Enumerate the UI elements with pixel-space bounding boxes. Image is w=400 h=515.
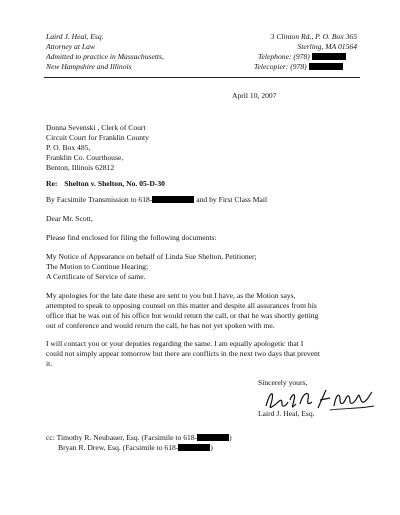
redaction-bar bbox=[152, 196, 194, 203]
cc-1-prefix: Timothy R. Neubauer, Esq. (Facsimile to 618- bbox=[56, 433, 198, 442]
redaction-bar bbox=[178, 444, 210, 451]
cc-label: cc: bbox=[46, 433, 55, 442]
letterhead-divider bbox=[44, 77, 360, 78]
salutation: Dear Mr. Scott, bbox=[46, 214, 93, 223]
recipient-line-1: Donna Sevenski , Clerk of Court bbox=[46, 123, 146, 132]
letterhead-name: Laird J. Heal, Esq. bbox=[46, 32, 104, 41]
recipient-line-2: Circuit Court for Franklin County bbox=[46, 133, 149, 142]
letter-date: April 10, 2007 bbox=[232, 91, 277, 100]
telephone-label: Telephone: (978) bbox=[258, 52, 310, 61]
paragraph-1-line-3: office that he was out of his office but would return the call, or that he was shortly getting bbox=[46, 311, 319, 320]
document-item-2: The Motion to Continue Hearing; bbox=[46, 262, 149, 271]
redaction-bar bbox=[197, 434, 229, 441]
telecopier-line bbox=[254, 63, 343, 72]
cc-2-suffix: ) bbox=[210, 443, 213, 452]
recipient-line-4: Franklin Co. Courthouse, bbox=[46, 153, 124, 162]
telecopier-label: Telecopier: (978) bbox=[254, 62, 307, 71]
re-line bbox=[46, 180, 165, 189]
recipient-line-5: Benton, Illinois 62812 bbox=[46, 163, 115, 172]
telephone-line bbox=[258, 53, 346, 62]
cc-2-prefix: Bryan R. Drew, Esq. (Facsimile to 618- bbox=[58, 443, 179, 452]
letterhead-address-2: Sterling, MA 01564 bbox=[297, 42, 357, 51]
cc-line-2 bbox=[58, 444, 213, 453]
closing: Sincerely yours, bbox=[258, 378, 308, 387]
paragraph-1-line-2: attempted to speak to opposing counsel on this matter and despite all assurances from his bbox=[46, 301, 317, 310]
paragraph-2-line-2: could not simply appear tomorrow but there are conflicts in the next two days that prevent bbox=[46, 349, 320, 358]
re-label: Re: bbox=[46, 179, 58, 188]
paragraph-2-line-1: I will contact you or your deputies regarding the same. I am equally apologetic that I bbox=[46, 339, 304, 348]
paragraph-1-line-1: My apologies for the late date these are sent to you but I have, as the Motion says, bbox=[46, 291, 296, 300]
transmission-prefix: By Facsimile Transmission to 618- bbox=[46, 195, 153, 204]
recipient-line-3: P. O. Box 485, bbox=[46, 143, 91, 152]
transmission-line bbox=[46, 196, 267, 205]
cc-line-1 bbox=[46, 434, 232, 443]
signer-name: Laird J. Heal, Esq. bbox=[258, 409, 315, 418]
letterhead-address-1: 3 Clinton Rd., P. O. Box 365 bbox=[270, 32, 357, 41]
paragraph-2-line-3: it. bbox=[46, 359, 53, 368]
redaction-bar bbox=[312, 53, 346, 60]
letterhead-title: Attorney at Law bbox=[46, 42, 95, 51]
letterhead-admission-1: Admitted to practice in Massachusetts, bbox=[46, 52, 164, 61]
letterhead-admission-2: New Hampshire and Illinois bbox=[46, 62, 132, 71]
transmission-suffix: and by First Class Mail bbox=[196, 195, 268, 204]
redaction-bar bbox=[309, 63, 343, 70]
paragraph-1-line-4: out of conference and would return the call, he has not yet spoken with me. bbox=[46, 321, 275, 330]
document-item-1: My Notice of Appearance on behalf of Linda Sue Shelton, Petitioner; bbox=[46, 252, 257, 261]
cc-1-suffix: ) bbox=[229, 433, 232, 442]
document-item-3: A Certificate of Service of same. bbox=[46, 272, 146, 281]
re-case: Shelton v. Shelton, No. 05-D-30 bbox=[64, 179, 165, 188]
intro-text: Please find enclosed for filing the following documents: bbox=[46, 233, 217, 242]
